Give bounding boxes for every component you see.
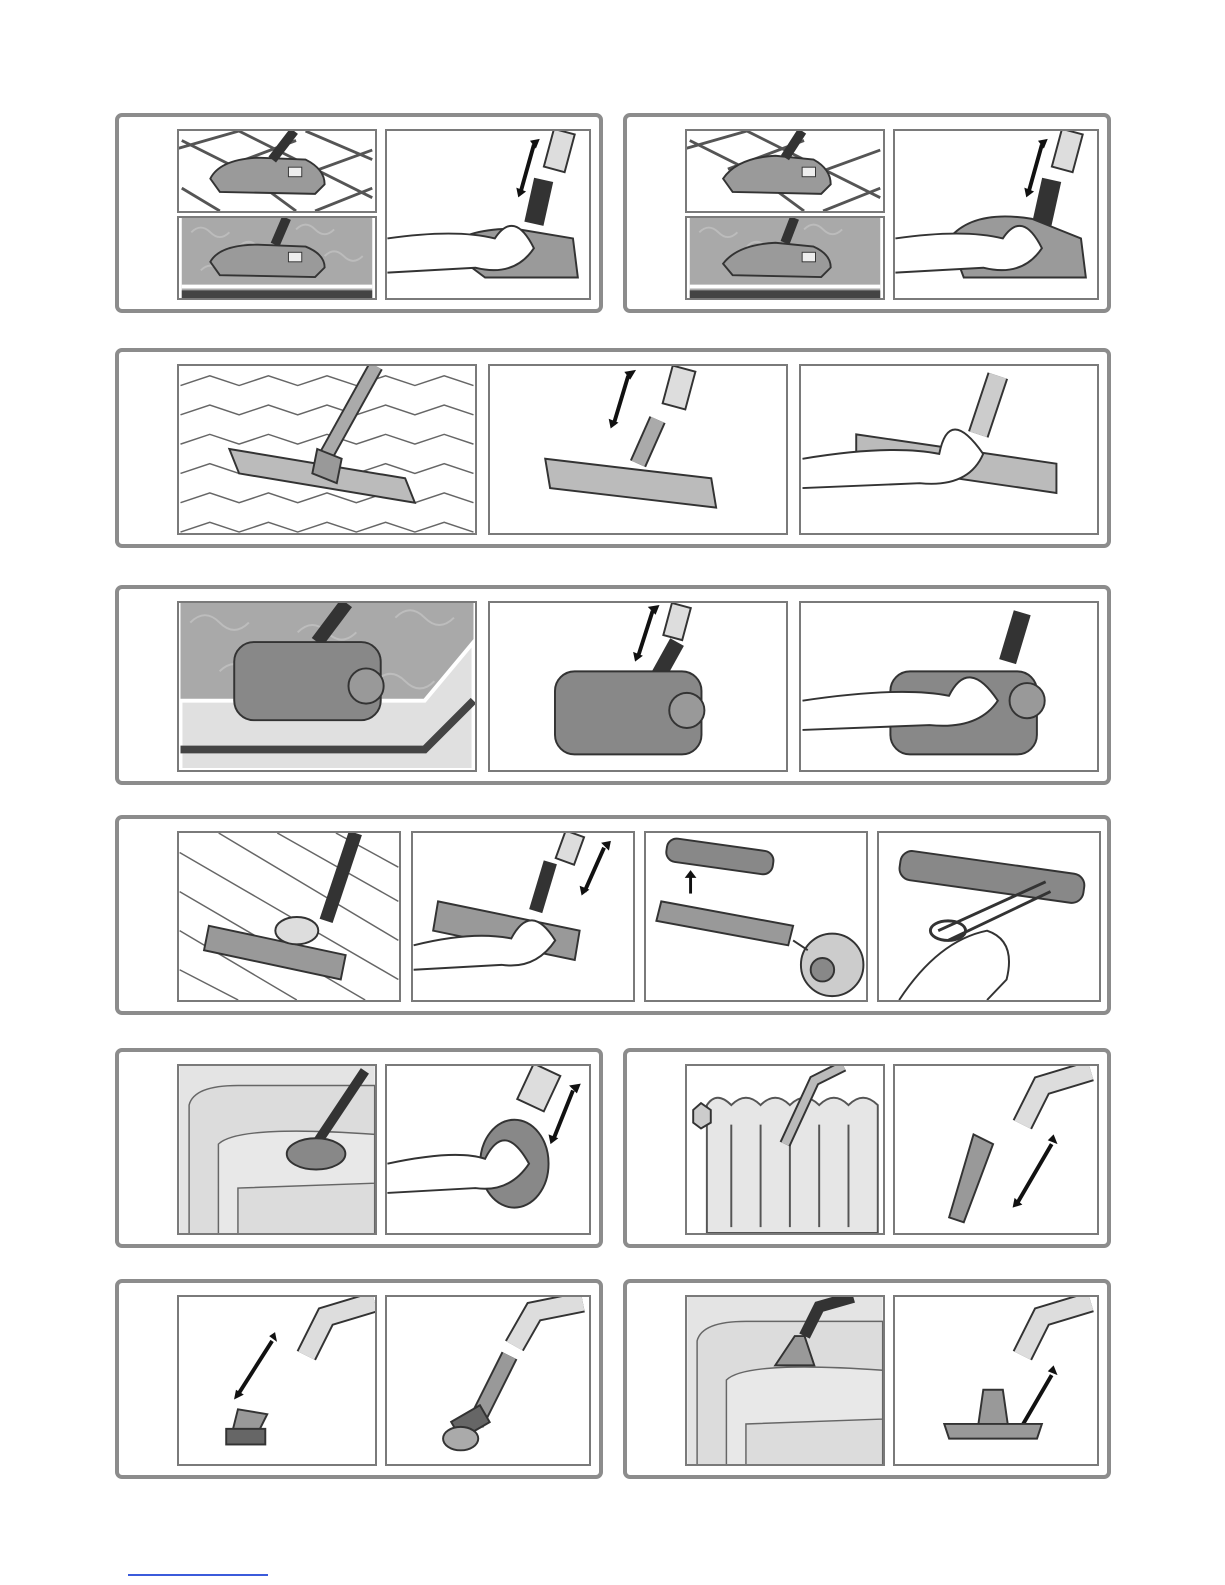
dusting-brush-group <box>115 1279 603 1479</box>
parquet-use-panel <box>177 364 477 535</box>
turbo-carpet-panel <box>177 601 477 772</box>
hard-floor-panel <box>685 129 885 213</box>
footer-link-underline <box>128 1574 268 1576</box>
parquet-attach-illustration <box>490 366 786 533</box>
turbo-attach-panel <box>488 601 788 772</box>
sofa-use-panel <box>177 1064 377 1235</box>
turbo-wipe-panel <box>799 601 1099 772</box>
upholstery-attach-illustration <box>895 1297 1097 1464</box>
parquet-brush-group <box>115 348 1111 548</box>
hand-wiping-nozzle-illustration <box>895 131 1097 298</box>
dusting-brush-attach-panel <box>177 1295 377 1466</box>
attach-wipe-panel <box>893 129 1099 300</box>
hard-floor-turbo-use-panel <box>177 831 401 1002</box>
turbo-carpet-illustration <box>179 603 475 770</box>
parquet-attach-panel <box>488 364 788 535</box>
cut-hair-panel <box>877 831 1101 1002</box>
attach-wipe-panel <box>385 129 591 300</box>
dusting-brush-use-panel <box>385 1295 591 1466</box>
dusting-brush-use-illustration <box>387 1297 589 1464</box>
alt-combination-nozzle-group <box>623 113 1111 313</box>
hand-wiping-nozzle-illustration <box>387 131 589 298</box>
diagonal-floor-illustration <box>179 833 399 1000</box>
tiled-floor-illustration <box>687 131 883 211</box>
remove-roller-panel <box>644 831 868 1002</box>
sofa-upholstery-illustration <box>687 1297 883 1464</box>
hard-floor-turbo-wipe-illustration <box>413 833 633 1000</box>
carpet-panel <box>177 216 377 300</box>
crevice-attach-panel <box>893 1064 1099 1235</box>
carpet-floor-illustration <box>687 218 883 298</box>
upholstery-nozzle-group <box>623 1279 1111 1479</box>
sofa-mini-turbo-illustration <box>179 1066 375 1233</box>
tiled-floor-illustration <box>179 131 375 211</box>
combination-nozzle-group <box>115 113 603 313</box>
hand-wiping-parquet-illustration <box>801 366 1097 533</box>
mini-turbo-group <box>115 1048 603 1248</box>
hard-floor-turbo-group <box>115 815 1111 1015</box>
upholstery-attach-panel <box>893 1295 1099 1466</box>
crevice-tool-group <box>623 1048 1111 1248</box>
carpet-floor-illustration <box>179 218 375 298</box>
hard-floor-panel <box>177 129 377 213</box>
dusting-brush-attach-illustration <box>179 1297 375 1464</box>
hand-wiping-turbo-illustration <box>801 603 1097 770</box>
parquet-wipe-panel <box>799 364 1099 535</box>
carpet-panel <box>685 216 885 300</box>
turbo-brush-group <box>115 585 1111 785</box>
hard-floor-turbo-attach-panel <box>411 831 635 1002</box>
remove-roller-illustration <box>646 833 866 1000</box>
radiator-crevice-illustration <box>687 1066 883 1233</box>
parquet-floor-illustration <box>179 366 475 533</box>
upholstery-sofa-panel <box>685 1295 885 1466</box>
radiator-use-panel <box>685 1064 885 1235</box>
mini-turbo-attach-panel <box>385 1064 591 1235</box>
mini-turbo-wipe-illustration <box>387 1066 589 1233</box>
cut-hair-illustration <box>879 833 1099 1000</box>
crevice-attach-illustration <box>895 1066 1097 1233</box>
turbo-attach-illustration <box>490 603 786 770</box>
